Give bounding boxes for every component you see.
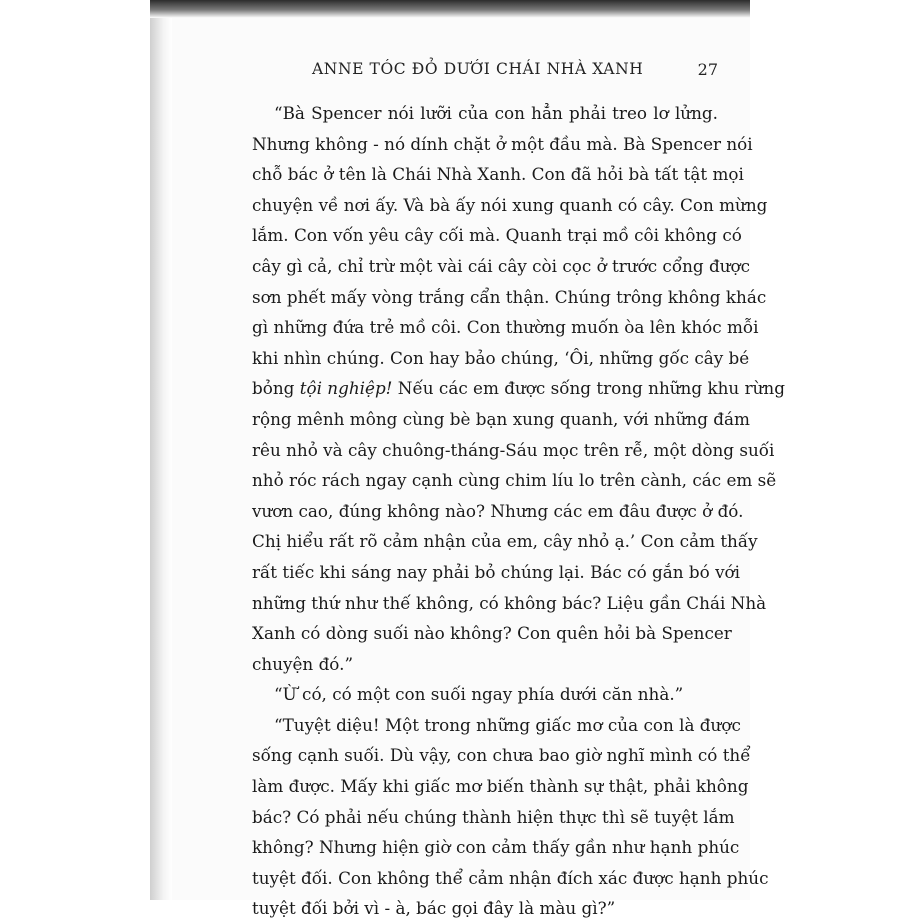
text-line: gì những đứa trẻ mồ côi. Con thường muốn òa lên khóc mỗi — [252, 317, 759, 338]
text-line: không? Nhưng hiện giờ con cảm thấy gần như hạnh phúc — [252, 837, 740, 858]
italic-phrase: tội nghiệp! — [299, 378, 393, 399]
text-line: chuyện đó.” — [252, 653, 354, 674]
text-line: khi nhìn chúng. Con hay bảo chúng, ‘Ôi, những gốc cây bé — [252, 347, 750, 368]
text-line: chuyện về nơi ấy. Và bà ấy nói xung quanh có cây. Con mừng — [252, 194, 768, 215]
text-line: vươn cao, đúng không nào? Nhưng các em đâu được ở đó. — [252, 500, 744, 521]
text-line: rất tiếc khi sáng nay phải bỏ chúng lại. Bác có gắn bó với — [252, 561, 741, 582]
text-line: rêu nhỏ và cây chuông-tháng-Sáu mọc trên rễ, một dòng suối — [252, 439, 775, 460]
text-line: tuyệt đối. Con không thể cảm nhận đích xác được hạnh phúc — [252, 867, 769, 888]
text-line: “Ừ có, có một con suối ngay phía dưới căn nhà.” — [274, 684, 684, 705]
text-line: Nhưng không - nó dính chặt ở một đầu mà. Bà Spencer nói — [252, 133, 753, 154]
page-gutter-shadow — [150, 0, 172, 900]
text-line: Chị hiểu rất rõ cảm nhận của em, cây nhỏ ạ.’ Con cảm thấy — [252, 531, 758, 552]
text-line-with-italic — [252, 373, 785, 404]
text-line: tuyệt đối bởi vì - à, bác gọi đây là màu gì?” — [252, 898, 616, 919]
text-line: chỗ bác ở tên là Chái Nhà Xanh. Con đã hỏi bà tất tật mọi — [252, 164, 744, 185]
body-text — [252, 98, 785, 924]
text-line: sơn phết mấy vòng trắng cẩn thận. Chúng trông không khác — [252, 286, 767, 307]
text-line: cây gì cả, chỉ trừ một vài cái cây còi cọc ở trước cổng được — [252, 255, 751, 276]
page-top-edge — [150, 0, 750, 18]
book-page — [172, 18, 785, 919]
running-title: ANNE TÓC ĐỎ DƯỚI CHÁI NHÀ XANH — [312, 60, 644, 78]
text-line: Xanh có dòng suối nào không? Con quên hỏi bà Spencer — [252, 623, 732, 644]
text-line: nhỏ róc rách ngay cạnh cùng chim líu lo trên cành, các em sẽ — [252, 470, 777, 491]
text-line: sống cạnh suối. Dù vậy, con chưa bao giờ nghĩ mình có thể — [252, 745, 751, 766]
text-run: bỏng — [252, 378, 300, 399]
text-line: những thứ như thế không, có không bác? Liệu gần Chái Nhà — [252, 592, 767, 613]
text-line: bác? Có phải nếu chúng thành hiện thực thì sẽ tuyệt lắm — [252, 806, 735, 827]
text-line: làm được. Mấy khi giấc mơ biến thành sự thật, phải không — [252, 776, 749, 797]
text-line: rộng mênh mông cùng bè bạn xung quanh, với những đám — [252, 408, 750, 429]
text-line: “Tuyệt diệu! Một trong những giấc mơ của con là được — [274, 714, 741, 735]
text-line: lắm. Con vốn yêu cây cối mà. Quanh trại mồ côi không có — [252, 225, 742, 246]
text-run: Nếu các em được sống trong những khu rừng — [392, 378, 785, 399]
text-line: “Bà Spencer nói lưỡi của con hẳn phải treo lơ lửng. — [274, 103, 718, 123]
page-number: 27 — [697, 60, 718, 79]
